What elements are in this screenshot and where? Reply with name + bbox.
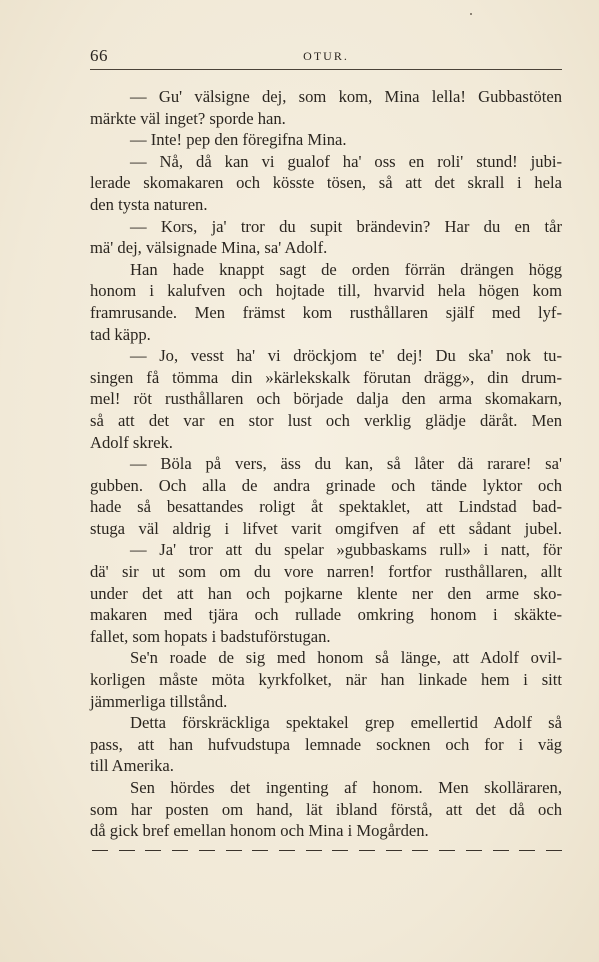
page-number: 66: [90, 46, 108, 65]
rule-dash: [546, 850, 562, 851]
body-text: [90, 86, 562, 842]
text-line: pass, att han hufvudstupa lemnade socknen och for i väg: [90, 734, 562, 754]
rule-dash: [199, 850, 215, 851]
rule-dash: [145, 850, 161, 851]
text-line: märkte väl inget? sporde han.: [90, 108, 286, 128]
text-line: — Gu' välsigne dej, som kom, Mina lella! Gubbastöten: [130, 87, 562, 106]
text-line: så att det var en stor lust och verklig glädje däråt. Men: [90, 410, 562, 430]
text-line: Sen hördes det ingenting af honom. Men skolläraren,: [130, 778, 562, 797]
rule-dash: [332, 850, 348, 851]
rule-dash: [226, 850, 242, 851]
text-line: Han hade knappt sagt de orden förrän drängen högg: [130, 259, 562, 279]
text-line: då gick bref emellan honom och Mina i Mogården.: [90, 821, 429, 841]
text-line: — Böla på vers, äss du kan, så låter dä rarare! sa': [130, 454, 562, 474]
end-dash-rule: [92, 850, 562, 854]
text-line: Detta förskräckliga spektakel grep emellertid Adolf så: [130, 713, 562, 733]
rule-dash: [466, 850, 482, 851]
text-line: stuga väl aldrig i lifvet varit omgifven af ett sådant jubel.: [90, 518, 562, 538]
text-line: — Ja' tror att du spelar »gubbaskams rull» i natt, för: [130, 540, 562, 560]
rule-dash: [306, 850, 322, 851]
paper-speck: [470, 13, 472, 15]
text-line: fallet, som hopats i badstuförstugan.: [90, 626, 331, 646]
text-line: hade så besattandes roligt åt spektaklet, att Lindstad bad-: [90, 497, 562, 517]
text-line: till Amerika.: [90, 756, 174, 776]
text-line: framrusande. Men främst kom rusthållaren själf med lyf-: [90, 302, 562, 322]
text-line: jämmerliga tillstånd.: [90, 691, 228, 711]
text-line: — Kors, ja' tror du supit brändevin? Har du en tår: [130, 216, 562, 236]
text-line: — Jo, vesst ha' vi dröckjom te' dej! Du ska' nok tu-: [130, 346, 562, 366]
rule-dash: [386, 850, 402, 851]
page-header: [90, 46, 562, 70]
header-rule: [90, 69, 562, 70]
rule-dash: [119, 850, 135, 851]
rule-dash: [493, 850, 509, 851]
rule-dash: [172, 850, 188, 851]
text-line: Adolf skrek.: [90, 432, 173, 452]
rule-dash: [252, 850, 268, 851]
text-line: under det att han och pojkarne klente ner den arme sko-: [90, 583, 562, 603]
text-line: den tysta naturen.: [90, 194, 208, 214]
text-line: dä' sir ut som om du vore narren! fortfor rusthållaren, allt: [90, 562, 562, 582]
rule-dash: [279, 850, 295, 851]
rule-dash: [92, 850, 108, 851]
text-line: mel! röt rusthållaren och började dalja den arma skomakarn,: [90, 389, 562, 409]
text-line: lerade skomakaren och kösste tösen, så att det skrall i hela: [90, 173, 562, 193]
rule-dash: [359, 850, 375, 851]
text-line: korligen måste möta kyrkfolket, när han linkade hem i sitt: [90, 670, 562, 690]
rule-dash: [519, 850, 535, 851]
text-line: honom i kalufven och hojtade till, hvarvid hela högen kom: [90, 281, 562, 301]
rule-dash: [412, 850, 428, 851]
text-line: singen få tömma din »kärlekskalk förutan drägg», din drum-: [90, 367, 562, 387]
text-line: Se'n roade de sig med honom så länge, att Adolf ovil-: [130, 648, 562, 668]
text-line: — Inte! pep den föregifna Mina.: [130, 130, 347, 150]
text-line: gubben. Och alla de andra grinade och tände lyktor och: [90, 475, 562, 495]
rule-dash: [439, 850, 455, 851]
text-line: som har posten om hand, lät ibland förstå, att det då och: [90, 799, 562, 819]
text-line: tad käpp.: [90, 324, 151, 344]
text-line: makaren med tjära och rullade omkring honom i skäkte-: [90, 605, 562, 625]
running-head: OTUR.: [303, 49, 349, 63]
text-line: mä' dej, välsignade Mina, sa' Adolf.: [90, 238, 328, 258]
text-line: — Nå, då kan vi gualof ha' oss en roli' stund! jubi-: [130, 151, 562, 171]
